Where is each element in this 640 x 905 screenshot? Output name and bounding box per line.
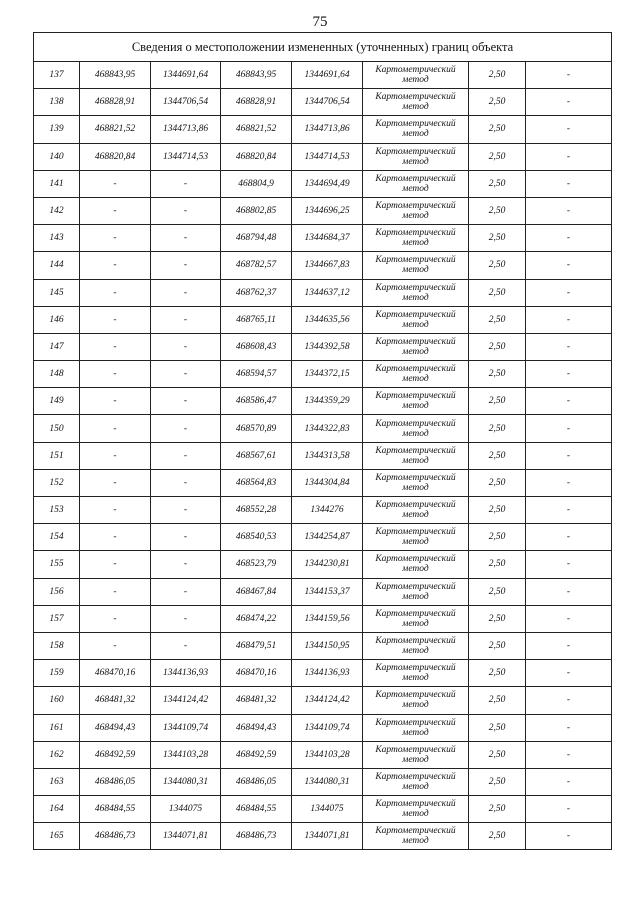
new-y-cell: 1344713,86 bbox=[292, 116, 363, 143]
new-y-cell: 1344706,54 bbox=[292, 89, 363, 116]
description-cell: - bbox=[526, 551, 612, 578]
new-x-cell: 468492,59 bbox=[221, 741, 292, 768]
new-x-cell: 468564,83 bbox=[221, 469, 292, 496]
point-number-cell: 156 bbox=[34, 578, 80, 605]
old-y-cell: - bbox=[151, 551, 221, 578]
point-number-cell: 158 bbox=[34, 632, 80, 659]
table-row bbox=[34, 442, 612, 469]
new-y-cell: 1344313,58 bbox=[292, 442, 363, 469]
table-row bbox=[34, 252, 612, 279]
method-cell: Картометрический метод bbox=[363, 687, 469, 714]
point-number-cell: 165 bbox=[34, 823, 80, 850]
old-x-cell: - bbox=[80, 605, 151, 632]
table-row bbox=[34, 116, 612, 143]
method-cell: Картометрический метод bbox=[363, 741, 469, 768]
old-y-cell: 1344713,86 bbox=[151, 116, 221, 143]
accuracy-cell: 2,50 bbox=[469, 741, 526, 768]
point-number-cell: 143 bbox=[34, 225, 80, 252]
accuracy-cell: 2,50 bbox=[469, 279, 526, 306]
accuracy-cell: 2,50 bbox=[469, 333, 526, 360]
table-row bbox=[34, 361, 612, 388]
old-x-cell: - bbox=[80, 333, 151, 360]
description-cell: - bbox=[526, 252, 612, 279]
new-x-cell: 468608,43 bbox=[221, 333, 292, 360]
point-number-cell: 145 bbox=[34, 279, 80, 306]
point-number-cell: 151 bbox=[34, 442, 80, 469]
new-x-cell: 468828,91 bbox=[221, 89, 292, 116]
description-cell: - bbox=[526, 578, 612, 605]
new-x-cell: 468523,79 bbox=[221, 551, 292, 578]
accuracy-cell: 2,50 bbox=[469, 469, 526, 496]
description-cell: - bbox=[526, 469, 612, 496]
old-y-cell: - bbox=[151, 361, 221, 388]
table-title: Сведения о местоположении измененных (уточненных) границ объекта bbox=[34, 33, 612, 62]
old-x-cell: - bbox=[80, 279, 151, 306]
description-cell: - bbox=[526, 116, 612, 143]
old-y-cell: 1344124,42 bbox=[151, 687, 221, 714]
new-y-cell: 1344276 bbox=[292, 497, 363, 524]
description-cell: - bbox=[526, 143, 612, 170]
table-row bbox=[34, 89, 612, 116]
old-y-cell: 1344714,53 bbox=[151, 143, 221, 170]
new-x-cell: 468540,53 bbox=[221, 524, 292, 551]
new-y-cell: 1344691,64 bbox=[292, 62, 363, 89]
table-row bbox=[34, 143, 612, 170]
old-y-cell: - bbox=[151, 225, 221, 252]
new-x-cell: 468479,51 bbox=[221, 632, 292, 659]
point-number-cell: 152 bbox=[34, 469, 80, 496]
table-row bbox=[34, 306, 612, 333]
point-number-cell: 139 bbox=[34, 116, 80, 143]
accuracy-cell: 2,50 bbox=[469, 768, 526, 795]
new-y-cell: 1344667,83 bbox=[292, 252, 363, 279]
method-cell: Картометрический метод bbox=[363, 578, 469, 605]
accuracy-cell: 2,50 bbox=[469, 632, 526, 659]
old-y-cell: 1344691,64 bbox=[151, 62, 221, 89]
old-x-cell: - bbox=[80, 225, 151, 252]
method-cell: Картометрический метод bbox=[363, 361, 469, 388]
page-number: 75 bbox=[312, 14, 328, 30]
accuracy-cell: 2,50 bbox=[469, 388, 526, 415]
old-x-cell: 468470,16 bbox=[80, 660, 151, 687]
old-x-cell: - bbox=[80, 388, 151, 415]
method-cell: Картометрический метод bbox=[363, 143, 469, 170]
old-x-cell: - bbox=[80, 170, 151, 197]
point-number-cell: 141 bbox=[34, 170, 80, 197]
description-cell: - bbox=[526, 361, 612, 388]
new-x-cell: 468804,9 bbox=[221, 170, 292, 197]
table-row bbox=[34, 714, 612, 741]
table-header-row bbox=[34, 33, 612, 62]
new-x-cell: 468481,32 bbox=[221, 687, 292, 714]
table-row bbox=[34, 578, 612, 605]
old-y-cell: - bbox=[151, 279, 221, 306]
method-cell: Картометрический метод bbox=[363, 89, 469, 116]
table-row bbox=[34, 415, 612, 442]
point-number-cell: 159 bbox=[34, 660, 80, 687]
new-x-cell: 468794,48 bbox=[221, 225, 292, 252]
old-y-cell: - bbox=[151, 170, 221, 197]
description-cell: - bbox=[526, 89, 612, 116]
new-y-cell: 1344392,58 bbox=[292, 333, 363, 360]
method-cell: Картометрический метод bbox=[363, 823, 469, 850]
method-cell: Картометрический метод bbox=[363, 170, 469, 197]
point-number-cell: 146 bbox=[34, 306, 80, 333]
accuracy-cell: 2,50 bbox=[469, 823, 526, 850]
point-number-cell: 162 bbox=[34, 741, 80, 768]
accuracy-cell: 2,50 bbox=[469, 116, 526, 143]
accuracy-cell: 2,50 bbox=[469, 62, 526, 89]
description-cell: - bbox=[526, 741, 612, 768]
new-y-cell: 1344153,37 bbox=[292, 578, 363, 605]
table-row bbox=[34, 170, 612, 197]
old-x-cell: 468843,95 bbox=[80, 62, 151, 89]
point-number-cell: 157 bbox=[34, 605, 80, 632]
description-cell: - bbox=[526, 170, 612, 197]
new-y-cell: 1344696,25 bbox=[292, 197, 363, 224]
new-x-cell: 468802,85 bbox=[221, 197, 292, 224]
old-x-cell: - bbox=[80, 252, 151, 279]
old-y-cell: - bbox=[151, 333, 221, 360]
accuracy-cell: 2,50 bbox=[469, 524, 526, 551]
point-number-cell: 150 bbox=[34, 415, 80, 442]
description-cell: - bbox=[526, 796, 612, 823]
old-x-cell: 468828,91 bbox=[80, 89, 151, 116]
old-x-cell: 468486,73 bbox=[80, 823, 151, 850]
point-number-cell: 154 bbox=[34, 524, 80, 551]
method-cell: Картометрический метод bbox=[363, 768, 469, 795]
description-cell: - bbox=[526, 62, 612, 89]
new-x-cell: 468474,22 bbox=[221, 605, 292, 632]
old-x-cell: - bbox=[80, 415, 151, 442]
point-number-cell: 160 bbox=[34, 687, 80, 714]
method-cell: Картометрический метод bbox=[363, 469, 469, 496]
table-row bbox=[34, 62, 612, 89]
method-cell: Картометрический метод bbox=[363, 197, 469, 224]
description-cell: - bbox=[526, 306, 612, 333]
old-x-cell: - bbox=[80, 469, 151, 496]
new-y-cell: 1344254,87 bbox=[292, 524, 363, 551]
table-row bbox=[34, 388, 612, 415]
new-y-cell: 1344124,42 bbox=[292, 687, 363, 714]
method-cell: Картометрический метод bbox=[363, 796, 469, 823]
old-x-cell: - bbox=[80, 197, 151, 224]
new-y-cell: 1344684,37 bbox=[292, 225, 363, 252]
new-x-cell: 468570,89 bbox=[221, 415, 292, 442]
method-cell: Картометрический метод bbox=[363, 714, 469, 741]
old-y-cell: 1344071,81 bbox=[151, 823, 221, 850]
description-cell: - bbox=[526, 605, 612, 632]
accuracy-cell: 2,50 bbox=[469, 442, 526, 469]
new-x-cell: 468821,52 bbox=[221, 116, 292, 143]
accuracy-cell: 2,50 bbox=[469, 605, 526, 632]
table-row bbox=[34, 823, 612, 850]
new-y-cell: 1344230,81 bbox=[292, 551, 363, 578]
new-y-cell: 1344304,84 bbox=[292, 469, 363, 496]
accuracy-cell: 2,50 bbox=[469, 578, 526, 605]
method-cell: Картометрический метод bbox=[363, 252, 469, 279]
table-row bbox=[34, 524, 612, 551]
description-cell: - bbox=[526, 415, 612, 442]
old-y-cell: - bbox=[151, 469, 221, 496]
old-x-cell: 468492,59 bbox=[80, 741, 151, 768]
old-x-cell: - bbox=[80, 632, 151, 659]
old-x-cell: 468481,32 bbox=[80, 687, 151, 714]
table-row bbox=[34, 333, 612, 360]
accuracy-cell: 2,50 bbox=[469, 143, 526, 170]
old-y-cell: - bbox=[151, 388, 221, 415]
table-row bbox=[34, 796, 612, 823]
table-row bbox=[34, 605, 612, 632]
old-x-cell: - bbox=[80, 497, 151, 524]
description-cell: - bbox=[526, 660, 612, 687]
old-y-cell: 1344075 bbox=[151, 796, 221, 823]
old-y-cell: - bbox=[151, 252, 221, 279]
boundary-table bbox=[33, 32, 612, 850]
accuracy-cell: 2,50 bbox=[469, 714, 526, 741]
point-number-cell: 138 bbox=[34, 89, 80, 116]
point-number-cell: 163 bbox=[34, 768, 80, 795]
method-cell: Картометрический метод bbox=[363, 497, 469, 524]
point-number-cell: 161 bbox=[34, 714, 80, 741]
point-number-cell: 142 bbox=[34, 197, 80, 224]
point-number-cell: 164 bbox=[34, 796, 80, 823]
point-number-cell: 155 bbox=[34, 551, 80, 578]
description-cell: - bbox=[526, 632, 612, 659]
new-y-cell: 1344136,93 bbox=[292, 660, 363, 687]
method-cell: Картометрический метод bbox=[363, 524, 469, 551]
method-cell: Картометрический метод bbox=[363, 62, 469, 89]
old-x-cell: 468494,43 bbox=[80, 714, 151, 741]
new-y-cell: 1344071,81 bbox=[292, 823, 363, 850]
new-x-cell: 468586,47 bbox=[221, 388, 292, 415]
accuracy-cell: 2,50 bbox=[469, 687, 526, 714]
new-y-cell: 1344322,83 bbox=[292, 415, 363, 442]
description-cell: - bbox=[526, 333, 612, 360]
new-y-cell: 1344635,56 bbox=[292, 306, 363, 333]
accuracy-cell: 2,50 bbox=[469, 252, 526, 279]
method-cell: Картометрический метод bbox=[363, 306, 469, 333]
description-cell: - bbox=[526, 388, 612, 415]
old-x-cell: - bbox=[80, 551, 151, 578]
new-x-cell: 468782,57 bbox=[221, 252, 292, 279]
method-cell: Картометрический метод bbox=[363, 415, 469, 442]
new-y-cell: 1344075 bbox=[292, 796, 363, 823]
old-y-cell: - bbox=[151, 632, 221, 659]
table-row bbox=[34, 469, 612, 496]
table-row bbox=[34, 551, 612, 578]
new-x-cell: 468820,84 bbox=[221, 143, 292, 170]
method-cell: Картометрический метод bbox=[363, 388, 469, 415]
table-row bbox=[34, 660, 612, 687]
old-x-cell: - bbox=[80, 361, 151, 388]
old-x-cell: - bbox=[80, 524, 151, 551]
old-y-cell: - bbox=[151, 415, 221, 442]
new-x-cell: 468567,61 bbox=[221, 442, 292, 469]
description-cell: - bbox=[526, 823, 612, 850]
new-x-cell: 468470,16 bbox=[221, 660, 292, 687]
new-x-cell: 468467,84 bbox=[221, 578, 292, 605]
point-number-cell: 147 bbox=[34, 333, 80, 360]
new-x-cell: 468486,73 bbox=[221, 823, 292, 850]
old-x-cell: 468821,52 bbox=[80, 116, 151, 143]
table-row bbox=[34, 687, 612, 714]
method-cell: Картометрический метод bbox=[363, 116, 469, 143]
method-cell: Картометрический метод bbox=[363, 333, 469, 360]
new-x-cell: 468552,28 bbox=[221, 497, 292, 524]
old-x-cell: 468820,84 bbox=[80, 143, 151, 170]
old-x-cell: - bbox=[80, 578, 151, 605]
point-number-cell: 149 bbox=[34, 388, 80, 415]
accuracy-cell: 2,50 bbox=[469, 306, 526, 333]
old-y-cell: 1344706,54 bbox=[151, 89, 221, 116]
table-row bbox=[34, 632, 612, 659]
new-y-cell: 1344109,74 bbox=[292, 714, 363, 741]
old-y-cell: - bbox=[151, 442, 221, 469]
point-number-cell: 140 bbox=[34, 143, 80, 170]
old-x-cell: - bbox=[80, 306, 151, 333]
old-y-cell: 1344080,31 bbox=[151, 768, 221, 795]
point-number-cell: 148 bbox=[34, 361, 80, 388]
method-cell: Картометрический метод bbox=[363, 632, 469, 659]
new-x-cell: 468765,11 bbox=[221, 306, 292, 333]
description-cell: - bbox=[526, 225, 612, 252]
accuracy-cell: 2,50 bbox=[469, 660, 526, 687]
description-cell: - bbox=[526, 442, 612, 469]
accuracy-cell: 2,50 bbox=[469, 89, 526, 116]
old-y-cell: - bbox=[151, 605, 221, 632]
table-row bbox=[34, 497, 612, 524]
old-y-cell: - bbox=[151, 524, 221, 551]
old-y-cell: - bbox=[151, 578, 221, 605]
description-cell: - bbox=[526, 197, 612, 224]
description-cell: - bbox=[526, 497, 612, 524]
method-cell: Картометрический метод bbox=[363, 660, 469, 687]
old-x-cell: - bbox=[80, 442, 151, 469]
new-y-cell: 1344694,49 bbox=[292, 170, 363, 197]
accuracy-cell: 2,50 bbox=[469, 415, 526, 442]
description-cell: - bbox=[526, 687, 612, 714]
accuracy-cell: 2,50 bbox=[469, 551, 526, 578]
method-cell: Картометрический метод bbox=[363, 225, 469, 252]
old-x-cell: 468486,05 bbox=[80, 768, 151, 795]
old-y-cell: 1344103,28 bbox=[151, 741, 221, 768]
table-row bbox=[34, 225, 612, 252]
method-cell: Картометрический метод bbox=[363, 442, 469, 469]
new-y-cell: 1344080,31 bbox=[292, 768, 363, 795]
table-row bbox=[34, 768, 612, 795]
new-x-cell: 468494,43 bbox=[221, 714, 292, 741]
new-y-cell: 1344150,95 bbox=[292, 632, 363, 659]
point-number-cell: 153 bbox=[34, 497, 80, 524]
new-x-cell: 468762,37 bbox=[221, 279, 292, 306]
new-y-cell: 1344359,29 bbox=[292, 388, 363, 415]
description-cell: - bbox=[526, 524, 612, 551]
point-number-cell: 144 bbox=[34, 252, 80, 279]
old-x-cell: 468484,55 bbox=[80, 796, 151, 823]
table-row bbox=[34, 279, 612, 306]
new-y-cell: 1344159,56 bbox=[292, 605, 363, 632]
method-cell: Картометрический метод bbox=[363, 605, 469, 632]
old-y-cell: 1344109,74 bbox=[151, 714, 221, 741]
accuracy-cell: 2,50 bbox=[469, 197, 526, 224]
old-y-cell: - bbox=[151, 197, 221, 224]
old-y-cell: 1344136,93 bbox=[151, 660, 221, 687]
accuracy-cell: 2,50 bbox=[469, 225, 526, 252]
new-x-cell: 468594,57 bbox=[221, 361, 292, 388]
accuracy-cell: 2,50 bbox=[469, 497, 526, 524]
old-y-cell: - bbox=[151, 306, 221, 333]
description-cell: - bbox=[526, 768, 612, 795]
new-y-cell: 1344103,28 bbox=[292, 741, 363, 768]
table-row bbox=[34, 197, 612, 224]
new-y-cell: 1344637,12 bbox=[292, 279, 363, 306]
new-x-cell: 468843,95 bbox=[221, 62, 292, 89]
old-y-cell: - bbox=[151, 497, 221, 524]
method-cell: Картометрический метод bbox=[363, 279, 469, 306]
new-y-cell: 1344714,53 bbox=[292, 143, 363, 170]
method-cell: Картометрический метод bbox=[363, 551, 469, 578]
description-cell: - bbox=[526, 279, 612, 306]
point-number-cell: 137 bbox=[34, 62, 80, 89]
description-cell: - bbox=[526, 714, 612, 741]
new-x-cell: 468486,05 bbox=[221, 768, 292, 795]
table-row bbox=[34, 741, 612, 768]
accuracy-cell: 2,50 bbox=[469, 170, 526, 197]
new-y-cell: 1344372,15 bbox=[292, 361, 363, 388]
accuracy-cell: 2,50 bbox=[469, 796, 526, 823]
new-x-cell: 468484,55 bbox=[221, 796, 292, 823]
accuracy-cell: 2,50 bbox=[469, 361, 526, 388]
